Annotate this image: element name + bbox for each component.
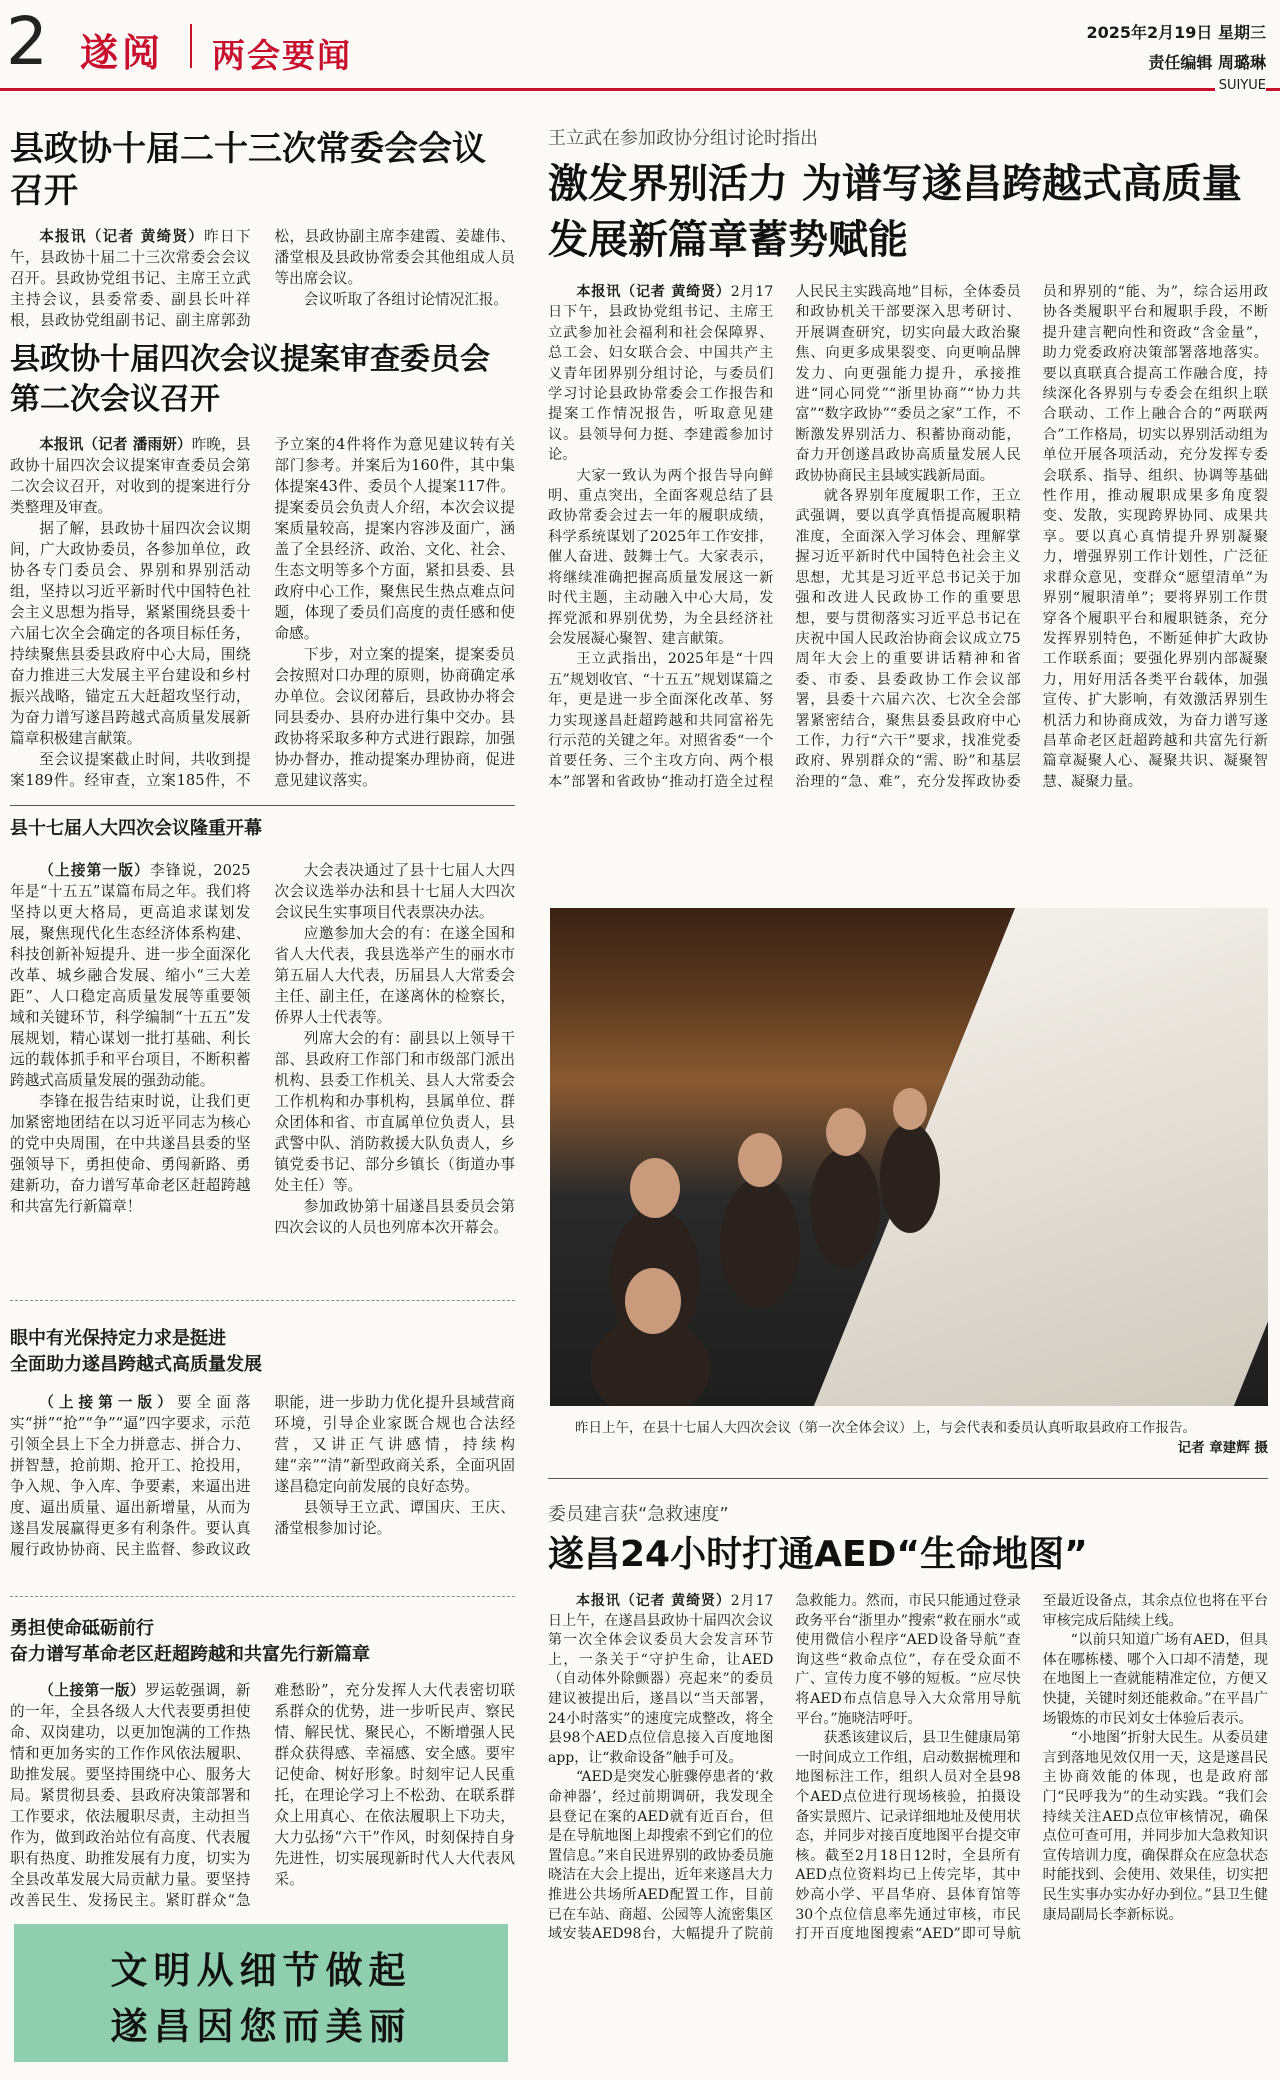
photo-credit: 记者 章建辉 摄: [1177, 1440, 1268, 1456]
paragraph: 罗运乾强调，新的一年，全县各级人大代表要勇担使命、双岗建功，以更加饱满的工作热情和更加务实的工作作风依法履职、助推发展。要坚持围绕中心、服务大局。紧贯彻县委、县政府决策部署和工作要求，依法履职尽责，主动担当作为，做到政治站位有高度、代表履职有热度、助推发展有力度，切实为全县改革发展大局贡献力量。要坚持改善民生、发扬民主。紧盯群众“急难愁盼”，充分发挥人大代表密切联系群众的优势，进一步听民声、察民情、解民忧、聚民心，不断增强人民群众获得感、幸福感、安全感。要牢记使命、树好形象。时刻牢记人民重托，在理论学习上不松劲、在联系群众上用真心、在依法履职上下功夫，大力弘扬“六干”作风，时刻保持自身先进性，切实展现新时代人大代表风采。: [10, 1682, 515, 1909]
article-body: [10, 1392, 515, 1582]
headline: 遂昌24小时打通AED“生命地图”: [548, 1534, 1088, 1575]
headline-line-1: 勇担使命砥砺前行: [10, 1618, 154, 1639]
photo-desk: [805, 908, 1268, 1406]
article-npc-deputies: [10, 1616, 515, 1912]
divider: [10, 1300, 515, 1301]
photo-attendee-face: [738, 1133, 782, 1187]
byline: （上接第一版）: [39, 1682, 146, 1699]
paragraph: 昨晚，县政协十届四次会议提案审查委员会第二次会议召开，对收到的提案进行分类整理及审查。: [10, 436, 251, 516]
divider: [10, 805, 515, 806]
article-body: [10, 860, 515, 1260]
headline: 县政协十届二十三次常委会会议召开: [10, 129, 486, 211]
article-body: [10, 434, 515, 826]
paragraph: 参加政协第十届遂昌县委员会第四次会议的人员也列席本次开幕会。: [274, 1198, 515, 1236]
kicker: 委员建言获“急救速度”: [548, 1504, 729, 1525]
paragraph: 要全面落实“拼”“抢”“争”“逼”四字要求，示范引领全县上下全力拼意志、拼合力、拼智慧，抢前期、抢开工、抢投用，争入规、争入库、争要素，来逼出进度、逼出质量、逼出新增量，从而为遂昌发展赢得更多有利条件。要认真履行政协协商、民主监督、参政议政职能，进一步助力优化提升县域营商环境，引导企业家既合规也合法经营，又讲正气讲感情，持续构建“亲”“清”新型政商关系，全面巩固遂昌稳定向前发展的良好态势。: [10, 1394, 515, 1558]
paragraph: 据了解，县政协十届四次会议期间，广大政协委员，各参加单位，政协各专门委员会、界别和界别活动组，坚持以习近平新时代中国特色社会主义思想为指导，紧紧围绕县委十六届七次全会确定的各项目标任务，持续聚焦县委县政府中心大局，围绕奋力推进三大发展主平台建设和乡村振兴战略，锚定五大赶超攻坚行动，为奋力谱写遂昌跨越式高质量发展新篇章积极建言献策。: [10, 520, 251, 747]
byline: 本报讯（记者 潘雨妍）: [39, 436, 192, 453]
paragraph: 就各界别年度履职工作，王立武强调，要以真学真悟提高履职精准度，全面深入学习体会、理解掌握习近平新时代中国特色社会主义思想，尤其是习近平总书记关于加强和改进人民政协工作的重要思想，要与贯彻落实习近平总书记在庆祝中国人民政治协商会议成立75周年大会上的重要讲话精神和省委、市委、县委政协工作会议部署，县委十六届六次、七次全会部署紧密结合，聚焦县委县政府中心工作，力行“六干”要求，找准党委政府、界别群众的“需、盼”和基层治理的“急、难”，充分发挥政协委员和界别的“能、为”，综合运用政协各类履职平台和履职手段，不断提升建言靶向性和资政“含金量”，助力党委政府决策部署落地落实。要以真联真合提高工作融合度，持续深化各界别与专委会在组织上联合联动、工作上融合合的“两联两合”工作格局，切实以界别活动组为单位开展各项活动，充分发挥专委会联系、指导、组织、协调等基础性作用，推动履职成果多角度裂变、发散，实现跨界协同、成果共享。要以真心真情提升界别凝聚力，增强界别工作计划性，广泛征求群众意见，变群众“愿望清单”为界别“履职清单”；要将界别工作贯穿各个履职平台和履职链条，充分发挥界别特色，不断延伸扩大政协工作联系面；要强化界别内部凝聚力，用好用活各类平台载体，加强宣传、扩大影响，有效激活界别生机活力和协商成效，为奋力谱写遂昌革命老区赶超跨越和共富先行新篇章凝聚人心、凝聚共识、凝聚智慧、凝聚力量。: [795, 284, 1268, 790]
photo-attendee: [880, 1123, 940, 1233]
byline: 本报讯（记者 黄绮贤）: [576, 1593, 731, 1609]
byline: 本报讯（记者 黄绮贤）: [39, 228, 205, 245]
editor-credit: 责任编辑 周璐琳: [1148, 53, 1266, 72]
headline-line-2: 奋力谱写革命老区赶超跨越和共富先行新篇章: [10, 1644, 370, 1665]
masthead: [0, 0, 1280, 92]
paragraph: 获悉该建议后，县卫生健康局第一时间成立工作组，启动数据梳理和地图标注工作，组织人员对全县98个AED点位进行现场核验，拍摄设备实景照片、记录详细地址及使用状态，并同步对接百度地图平台提交审核。截至2月18日12时，全县所有AED点位资料均已上传完毕，其中妙高小学、平昌华府、县体育馆等30个点位信息率先通过审核，市民打开百度地图搜索“AED”即可导航至最近设备点，其余点位也将在平台审核完成后陆续上线。: [795, 1593, 1268, 1943]
article-body: [10, 226, 515, 331]
paragraph: 李锋在报告结束时说，让我们更加紧密地团结在以习近平同志为核心的党中央周围，在中共遂昌县委的坚强领导下，勇担使命、勇闯新路、勇建新功，奋力谱写革命老区赶超跨越和共富先行新篇章！: [10, 1093, 251, 1215]
paragraph: 列席大会的有：副县以上领导干部、县政府工作部门和市级部门派出机构、县委工作机关、县人大常委会工作机构和办事机构，县属单位、群众团体和省、市直属单位负责人，县武警中队、消防救援大队负责人，乡镇党委书记、部分乡镇长（街道办事处主任）等。: [274, 1030, 515, 1194]
photo-attendee-face: [893, 1088, 927, 1130]
paragraph: 大家一致认为两个报告导向鲜明、重点突出，全面客观总结了县政协常委会过去一年的履职成绩，科学系统谋划了2025年工作安排，催人奋进、鼓舞士气。大家表示，将继续准确把握高质量发展这一新时代主题，主动融入中心大局，发挥党派和界别优势，为全县经济社会发展凝心聚智、建言献策。: [548, 467, 774, 647]
paragraph: 至会议提案截止时间，共收到提案189件。经审查，立案185件，不予立案的4件将作为意见建议转有关部门参考。并案后为160件，其中集体提案43件、委员个人提案117件。提案委员会负责人介绍，本次会议提案质量较高，提案内容涉及面广，涵盖了全县经济、政治、文化、社会、生态文明等多个方面，紧扣县委、县政府中心工作，聚焦民生热点难点问题，体现了委员们高度的责任感和使命感。: [10, 436, 515, 789]
headline-line-2: 全面助力遂昌跨越式高质量发展: [10, 1354, 262, 1375]
article-npc-opening: [10, 816, 515, 1260]
byline: 本报讯（记者 黄绮贤）: [576, 284, 731, 300]
headline: 县十七届人大四次会议隆重开幕: [10, 818, 262, 839]
caption-text: 昨日上午，在县十七届人大四次会议（第一次全体会议）上，与会代表和委员认真听取县政府工作报告。: [575, 1420, 1196, 1436]
divider: [10, 1596, 515, 1597]
masthead-separator: [190, 24, 192, 68]
photo-caption: [548, 1418, 1268, 1458]
paragraph: 2月17日上午，在遂昌县政协十届四次会议第一次全体会议委员大会发言环节上，一条关于“守护生命，让AED（自动体外除颤器）亮起来”的委员建议被提出后，遂昌以“当天部署，24小时落实”的速度完成整改，将全县98个AED点位信息接入百度地图app，让“救命设备”触手可及。: [548, 1593, 774, 1766]
paragraph: 应邀参加大会的有：在遂全国和省人大代表，我县选举产生的丽水市第五届人大代表，历届县人大常委会主任、副主任，在遂离休的检察长，侨界人士代表等。: [274, 925, 515, 1026]
paragraph: 下步，对立案的提案，提案委员会按照对口办理的原则，协商确定承办单位。会议闭幕后，县政协办将会同县委办、县府办进行集中交办。县政协将采取多种方式进行跟踪，加强协办督办，推动提案办理协商，促进意见建议落实。: [274, 646, 515, 789]
article-body: [10, 1680, 515, 1912]
page-number: 2: [6, 3, 48, 80]
article-body: [548, 282, 1268, 870]
paragraph: 昨日下午，县政协十届二十三次常委会会议召开。县政协党组书记、主席王立武主持会议，县委常委、副县长叶祥根，县政协党组副书记、副主席郭劲松，县政协副主席李建霞、姜雄伟、潘堂根及县政协常委会其他组成人员等出席会议。: [10, 228, 515, 329]
section-title: 两会要闻: [212, 36, 352, 75]
photo-attendee: [810, 1148, 880, 1268]
photo-attendee-face: [625, 1268, 681, 1334]
article-wang-liwu: [548, 124, 1268, 870]
photo-attendee-face: [630, 1158, 680, 1218]
headline-line-1: 激发界别活力 为谱写遂昌跨越式高质量: [548, 161, 1242, 207]
article-proposal-committee: [10, 340, 515, 826]
paragraph: “以前只知道广场有AED，但具体在哪栋楼、哪个入口却不清楚，现在地图上一查就能精准定位，方便又快捷，关键时刻还能救命。”在平昌广场锻炼的市民刘女士体验后表示。: [1042, 1632, 1268, 1727]
photo-attendee: [720, 1178, 800, 1308]
issue-date: 2025年2月19日 星期三: [1086, 23, 1266, 42]
paragraph: 县领导王立武、谭国庆、王庆、潘堂根参加讨论。: [274, 1499, 515, 1537]
photo-attendee-face: [826, 1108, 866, 1156]
article-standing-committee: [10, 128, 515, 331]
paragraph: 王立武指出，2025年是“十四五”规划收官、“十五五”规划谋篇之年，更是进一步全面深化改革、努力实现遂昌赶超跨越和共同富裕先行示范的关键之年。对照省委“一个首要任务、三个主攻方向、两个根本”部署和省政协“推动打造全过程人民民主实践高地”目标，全体委员和政协机关干部要深入思考研讨、开展调查研究，切实向最大政治聚焦、向更多成果裂变、向更响品牌发力、向更强能力提升，承接推进“同心同党”“浙里协商”“协力共富”“数字政协”“委员之家”工作，不断激发界别活力、积蓄协商动能，奋力开创遂昌政协高质量发展人民政协协商民主县域实践新局面。: [548, 284, 1021, 790]
headline: 县政协十届四次会议提案审查委员会第二次会议召开: [10, 342, 490, 417]
brand-logo: 遂阅: [80, 31, 165, 75]
byline: （上接第一版）: [39, 1394, 177, 1411]
masthead-rule: [0, 88, 1280, 91]
banner-line-1: 文明从细节做起: [110, 1949, 412, 1992]
pinyin-label: SUIYUE: [1215, 78, 1266, 93]
article-cppcc-focus: [10, 1326, 515, 1582]
banner-line-2: 遂昌因您而美丽: [110, 2005, 412, 2048]
paragraph: “小地图”折射大民生。从委员建言到落地见效仅用一天，这是遂昌民主协商效能的体现，也是政府部门“民呼我为”的生动实践。“我们会持续关注AED点位审核情况，确保点位可查可用，并同步加大急救知识宣传培训力度，确保群众在应急状态时能找到、会使用、效果佳，切实把民生实事办实办好办到位。”县卫生健康局副局长李新标说。: [1042, 1730, 1268, 1923]
article-body: [548, 1592, 1268, 2080]
headline-line-1: 眼中有光保持定力求是挺进: [10, 1328, 226, 1349]
article-aed-map: [548, 1500, 1268, 2080]
headline-line-2: 发展新篇章蓄势赋能: [548, 217, 908, 263]
paragraph: 李锋说，2025年是“十五五”谋篇布局之年。我们将坚持以更大格局，更高追求谋划发展，聚焦现代化生态经济体系构建、科技创新补短提升、进一步全面深化改革、城乡融合发展、缩小“三大差距”、人口稳定高质量发展等重要领域和关键环节，科学编制“十五五”发展规划，精心谋划一批打基础、利长远的载体抓手和平台项目，不断积蓄跨越式高质量发展的强劲动能。: [10, 862, 251, 1089]
divider: [548, 1478, 1268, 1479]
paragraph: “AED是突发心脏骤停患者的‘救命神器’，经过前期调研，我发现全县登记在案的AED就有近百台，但是在导航地图上却搜索不到它们的位置信息。”来自民进界别的政协委员施晓洁在大会上提出，近年来遂昌大力推进公共场所AED配置工作，目前已在车站、商超、公园等人流密集区域安装AED98台，大幅提升了院前急救能力。然而，市民只能通过登录政务平台“浙里办”搜索“救在丽水”或使用微信小程序“AED设备导航”查询这些“救命点位”，存在受众面不广、宣传力度不够的短板。“应尽快将AED布点信息导入大众常用导航平台。”施晓洁呼吁。: [548, 1593, 1021, 1943]
paragraph: 会议听取了各组讨论情况汇报。: [303, 291, 509, 308]
civility-banner: [14, 1924, 508, 2062]
paragraph: 大会表决通过了县十七届人大四次会议选举办法和县十七届人大四次会议民生实事项目代表票决办法。: [274, 862, 515, 921]
meeting-photo: [550, 908, 1268, 1406]
kicker: 王立武在参加政协分组讨论时指出: [548, 128, 818, 149]
paragraph: 2月17日下午，县政协党组书记、主席王立武参加社会福利和社会保障界、总工会、妇女联合会、中国共产主义青年团界别分组讨论，与委员们学习讨论县政协常委会工作报告和提案工作情况报告，听取意见建议。县领导何力挺、李建霞参加讨论。: [548, 284, 774, 464]
byline: （上接第一版）: [39, 862, 151, 879]
